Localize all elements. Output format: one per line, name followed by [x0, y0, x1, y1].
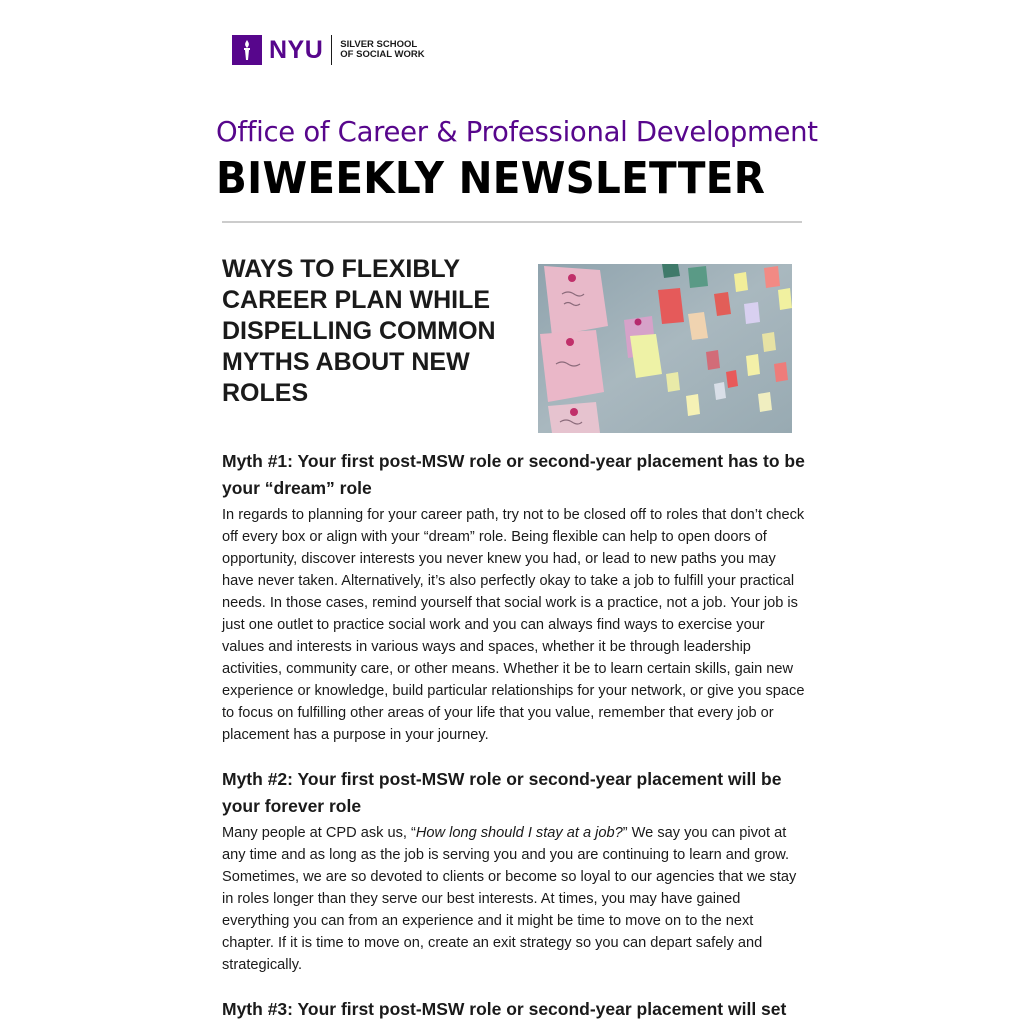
myth-1-section [222, 448, 806, 746]
logo-school-name [340, 40, 424, 60]
feature-headline-line: ROLES [222, 379, 309, 407]
myth-3-section [222, 996, 806, 1023]
office-title: Office of Career & Professional Development [216, 116, 818, 148]
feature-headline-line: DISPELLING COMMON [222, 317, 496, 345]
myth-2-heading: Myth #2: Your first post-MSW role or second-year placement will be your forever role [222, 769, 782, 816]
feature-headline-line: MYTHS ABOUT NEW [222, 348, 470, 376]
logo-school-line2: OF SOCIAL WORK [340, 49, 425, 60]
logo-divider [331, 35, 332, 65]
sticky-notes-photo [538, 264, 792, 433]
myth-2-body-rest: ” We say you can pivot at any time and as long as the job is serving you and you are continuing to learn and grow. Sometimes, we are so devoted to clients or become so loyal to our agencies that we stay in roles longer than they serve our best interests. At times, you may have gained everything you can from an experience and it might be time to move on to the next chapter. If it is time to move on, create an exit strategy so you can depart safely and strategically. [222, 825, 797, 973]
myth-3-heading: Myth #3: Your first post-MSW role or second-year placement will set [222, 999, 787, 1019]
feature-headline-line: WAYS TO FLEXIBLY [222, 255, 461, 283]
myth-2-body [222, 822, 806, 976]
myth-2-section [222, 766, 806, 976]
torch-icon [232, 35, 262, 65]
feature-headline-line: CAREER PLAN WHILE [222, 286, 491, 314]
logo-school-line1: SILVER SCHOOL [340, 39, 418, 50]
divider [222, 221, 802, 223]
newsletter-title: BIWEEKLY NEWSLETTER [216, 153, 766, 204]
myth-2-body-prefix: Many people at CPD ask us, “ [222, 825, 416, 841]
myth-1-body: In regards to planning for your career path, try not to be closed off to roles that don’t check off every box or align with your “dream” role. Being flexible can help to open doors of opportunity, discover interests you never knew you had, or lead to new paths you may have never taken. Alternatively, it’s also perfectly okay to take a job to fulfill your practical needs. In those cases, remind yourself that social work is a practice, not a job. Your job is just one outlet to practice social work and you can always find ways to exercise your values and interests in various ways and spaces, whether it be through leadership activities, community care, or other means. Whether it be to learn certain skills, gain new experience or knowledge, build particular relationships for your network, or give you space to focus on fulfilling other areas of your life that you value, remember that every job or placement has a purpose in your journey. [222, 507, 805, 743]
logo-nyu-text: NYU [269, 35, 324, 64]
myth-1-heading: Myth #1: Your first post-MSW role or second-year placement has to be your “dream” role [222, 451, 805, 498]
feature-headline [222, 254, 522, 409]
nyu-silver-logo[interactable] [232, 34, 425, 66]
myth-2-body-quote: How long should I stay at a job? [415, 825, 623, 841]
